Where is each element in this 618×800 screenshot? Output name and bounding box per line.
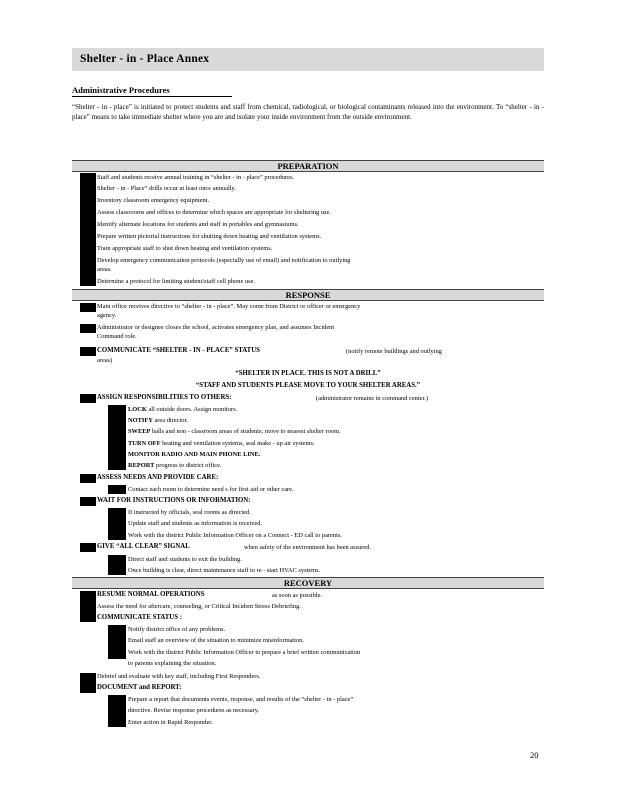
list-item: Develop emergency communication protocols (especially use of email) and notification to outlying xyxy=(97,257,351,264)
redaction-bar xyxy=(108,508,126,540)
list-item: Once building is clear, direct maintenance staff to re - start HVAC systems. xyxy=(128,567,321,574)
list-item: Prepare a report that documents events, response, and results of the “shelter - in - place” xyxy=(128,696,354,703)
assign-note: (administrator remains in command center.) xyxy=(316,395,428,402)
resume-heading: RESUME NORMAL OPERATIONS xyxy=(97,591,205,598)
list-item: Determine a protocol for limiting student/staff cell phone use. xyxy=(97,278,256,285)
redaction-bar xyxy=(80,303,96,312)
list-item: Train appropriate staff to shut down heating and ventilation systems. xyxy=(97,245,273,252)
communicate-status-heading: COMMUNICATE “SHELTER - IN - PLACE” STATUS xyxy=(97,347,260,354)
assign-heading: ASSIGN RESPONSIBILITIES TO OTHERS: xyxy=(97,394,232,401)
list-item: REPORT progress to district office. xyxy=(128,462,222,469)
redaction-bar xyxy=(80,497,96,506)
all-clear-heading: GIVE “ALL CLEAR” SIGNAL xyxy=(97,543,190,550)
resume-note: as soon as possible. xyxy=(272,592,323,599)
announcement-line-2: “STAFF AND STUDENTS PLEASE MOVE TO YOUR SHELTER AREAS.” xyxy=(195,382,421,389)
list-item: Contact each room to determine need s for first aid or other care. xyxy=(128,486,294,493)
recovery-header: RECOVERY xyxy=(72,577,544,589)
list-item: NOTIFY area director. xyxy=(128,417,188,424)
page-number: 20 xyxy=(530,750,539,760)
list-item: Notify district office of any problems. xyxy=(128,626,226,633)
preparation-header: PREPARATION xyxy=(72,160,544,172)
list-item: Debrief and evaluate with key staff, including First Responders. xyxy=(97,673,261,680)
list-item: SWEEP halls and non - classroom areas of students; move to nearest shelter room. xyxy=(128,428,341,435)
redaction-bar xyxy=(108,695,126,727)
list-item: Main office receives directive to “shelter - in - place”. May come from District or officer or emergency xyxy=(97,303,361,310)
redaction-bar xyxy=(80,394,96,403)
communicate-heading: COMMUNICATE STATUS : xyxy=(97,614,182,621)
list-item: MONITOR RADIO AND MAIN PHONE LINE. xyxy=(128,451,261,458)
redaction-bar xyxy=(80,474,96,483)
assess-heading: ASSESS NEEDS AND PROVIDE CARE: xyxy=(97,474,219,481)
redaction-bar xyxy=(108,625,126,659)
all-clear-note: when safety of the environment has been assured. xyxy=(244,544,372,551)
list-item: Prepare written pictorial instructions for shutting down heating and ventilation systems. xyxy=(97,233,322,240)
annex-title: Shelter - in - Place Annex xyxy=(72,48,544,71)
administrative-procedures-heading: Administrative Procedures xyxy=(72,85,170,95)
redaction-bar xyxy=(80,347,96,356)
list-item: Work with the district Public Information Officer on a Connect - ED call to parents. xyxy=(128,532,342,539)
redaction-bar xyxy=(108,485,126,494)
list-item: If instructed by officials, seal rooms as directed. xyxy=(128,509,251,516)
list-item: Command role. xyxy=(97,333,137,340)
list-item: Email staff an overview of the situation to minimize misinformation. xyxy=(128,637,304,644)
list-item: TURN OFF heating and ventilation systems, seal make - up air systems. xyxy=(128,440,315,447)
list-item: Assess the need for aftercare, counseling, or Critical Incident Stress Debriefing. xyxy=(97,603,301,610)
document-heading: DOCUMENT and REPORT: xyxy=(97,684,182,691)
list-item: directive. Revise response procedures as necessary. xyxy=(128,707,260,714)
list-item: areas. xyxy=(97,266,112,273)
list-item: LOCK all outside doors. Assign monitors. xyxy=(128,406,238,413)
redaction-bar xyxy=(108,405,126,470)
redaction-bar xyxy=(80,324,96,333)
list-item: Direct staff and students to exit the building. xyxy=(128,556,242,563)
communicate-status-note: (notify remote buildings and outlying xyxy=(346,348,442,355)
list-item: Enter action in Rapid Responder. xyxy=(128,719,213,726)
list-item: Shelter - in - Place” drills occur at least once annually. xyxy=(97,185,236,192)
list-item: agency. xyxy=(97,312,117,319)
list-item: Administrator or designee closes the school, activates emergency plan, and assumes Incident xyxy=(97,324,335,331)
redaction-bar xyxy=(108,555,126,575)
redaction-bar xyxy=(80,591,96,622)
response-header: RESPONSE xyxy=(72,289,544,301)
list-item: to parents explaining the situation. xyxy=(128,660,217,667)
list-item: Identify alternate locations for students and staff in portables and gymnasiums. xyxy=(97,221,299,228)
announcement-line-1: “SHELTER IN PLACE. THIS IS NOT A DRILL” xyxy=(235,370,381,377)
redaction-bar xyxy=(80,673,96,693)
list-item: Assess classrooms and offices to determine which spaces are appropriate for sheltering use. xyxy=(97,209,331,216)
redaction-bar xyxy=(80,173,96,286)
list-item: Staff and students receive annual training in “shelter - in - place” procedures. xyxy=(97,174,295,181)
intro-paragraph: “Shelter - in - place” is initiated to protect students and staff from chemical, radiological, or biological contaminants released into the environment. To “shelter - in - place” means to take immediate shelter where you are and isolate your inside environment from the outside environment. xyxy=(72,103,544,122)
list-item: Work with the district Public Information Officer to prepare a brief written communication xyxy=(128,649,361,656)
list-item: areas) xyxy=(97,357,113,364)
wait-heading: WAIT FOR INSTRUCTIONS OR INFORMATION: xyxy=(97,497,251,504)
list-item: Update staff and students as information is received. xyxy=(128,520,263,527)
redaction-bar xyxy=(80,543,96,552)
list-item: Inventory classroom emergency equipment. xyxy=(97,197,210,204)
